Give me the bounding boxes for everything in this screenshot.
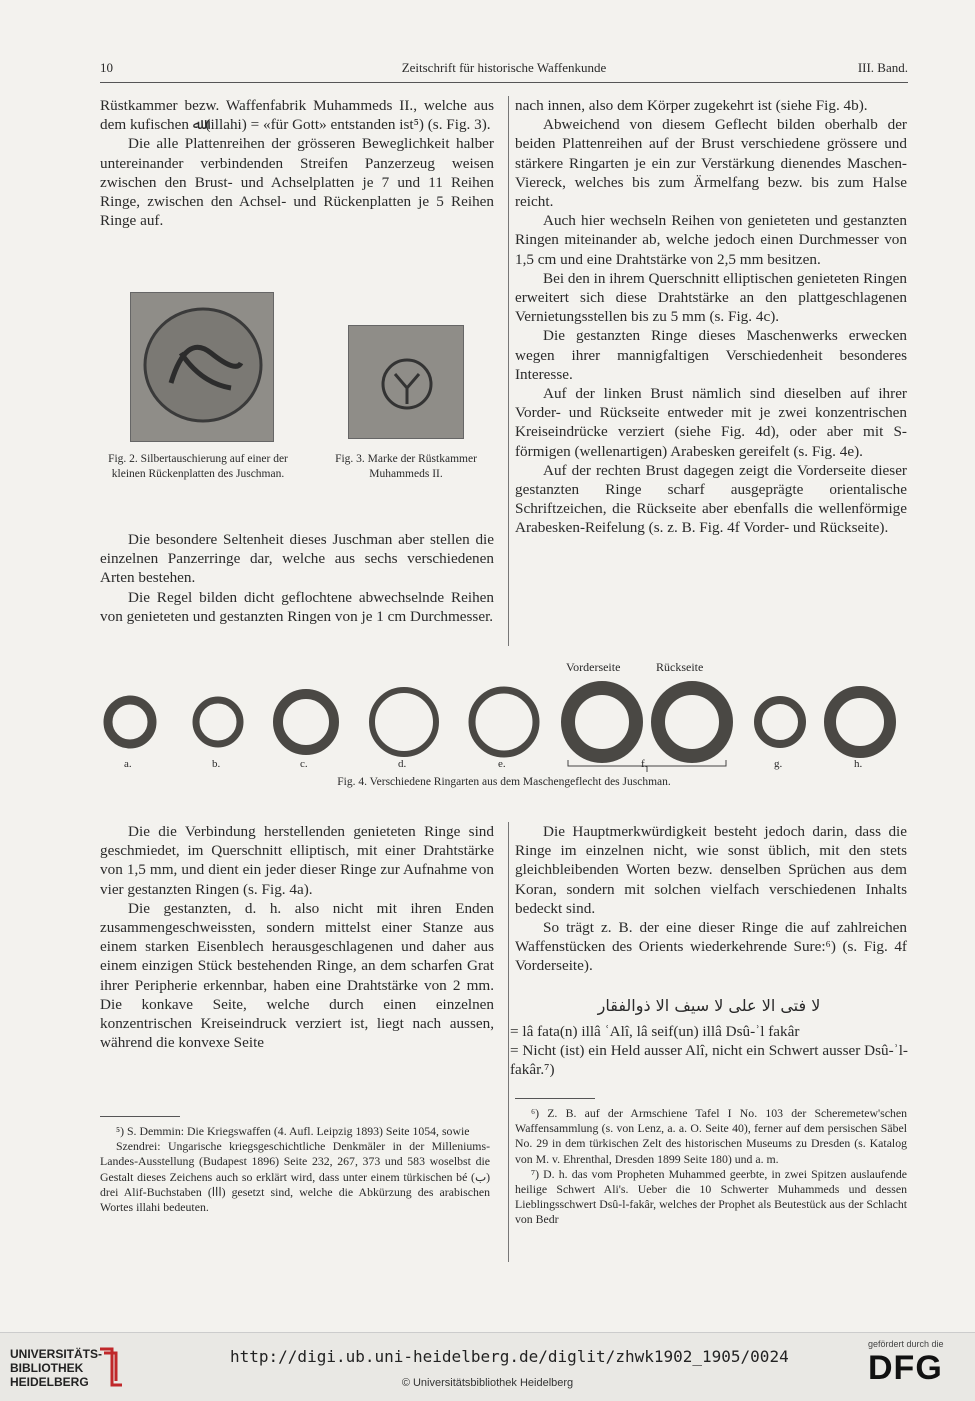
ring-letter: e.	[498, 758, 506, 770]
page-number: 10	[100, 60, 113, 75]
ring-mark	[568, 688, 636, 756]
silver-inlay-image	[131, 293, 273, 441]
figure-2-caption: Fig. 2. Silbertauschierung auf einer der kleinen Rückenplatten des Juschman.	[108, 453, 288, 480]
library-line: HEIDELBERG	[10, 1375, 89, 1389]
paragraph: Auch hier wechseln Reihen von genieteten und gestanzten Ringen miteinander ab, welche jedoch einen Durchmesser von 1,5 cm und eine Drahtstärke von 2,5 mm besitzen.	[515, 212, 907, 268]
figure-3-caption: Fig. 3. Marke der Rüstkammer Muhammeds II.	[335, 453, 477, 480]
column-divider	[508, 96, 509, 646]
paragraph: Auf der linken Brust nämlich sind dieselben auf ihrer Vorder- und Rückseite entweder mit je zwei konzentrischen Kreiseindrücke verziert (siehe Fig. 4d), oder aber mit S-förmigen (wellenartigen) Arabesken gereifelt (s. Fig. 4e).	[515, 385, 907, 460]
footnote: ⁶) Z. B. auf der Armschiene Tafel I No. 103 der Scheremetew'schen Waffensammlung (s. von Lenz, a. a. O. Seite 40), ferner auf dem persischen Säbel No. 29 in dem türkischen Zelt des historischen Museums zu Dresden (s. Katalog von M. v. Ehrenthal, Dresden 1899 Seite 180) und a. m.	[515, 1106, 907, 1166]
paragraph: So trägt z. B. der eine dieser Ringe die auf zahlreichen Waffenstücken des Orients wiederkehrende Sure:⁶) (s. Fig. 4f Vorderseite).	[515, 919, 907, 975]
paragraph: Bei den in ihrem Querschnitt elliptischen genieteten Ringen erweitert sich diese Drahtstärke an den plattgeschlagenen Vernietungsstellen bis zu 5 mm (s. Fig. 4c).	[515, 269, 907, 326]
ring-mark	[830, 692, 890, 752]
left-column-bottom	[100, 822, 494, 1052]
translation: = Nicht (ist) ein Held ausser Alî, nicht ein Schwert ausser Dsû-ʾl-fakâr.⁷)	[510, 1042, 908, 1079]
library-line: BIBLIOTHEK	[10, 1361, 84, 1375]
right-column-bottom	[515, 822, 907, 976]
figure-4	[100, 660, 908, 800]
paragraph: Abweichend von diesem Geflecht bilden oberhalb der beiden Plattenreihen auf der Brust verschiedene grössere und stärkere Ringarten je ein zur Verstärkung dienendes Maschen-Viereck, welches bis zum Ärmelfang bezw. bis zum Halse reicht.	[515, 116, 907, 211]
ring-mark	[372, 690, 436, 754]
figure-4-caption: Fig. 4. Verschiedene Ringarten aus dem Maschengeflecht des Juschman.	[337, 776, 671, 788]
column-divider	[508, 822, 509, 1262]
ring-mark	[758, 700, 802, 744]
ring-mark	[472, 690, 536, 754]
paragraph: Die gestanzten, d. h. also nicht mit ihren Enden zusammengeschweissten, sondern mittelst einer Stanze aus einem starken Eisenblech herausgeschlagenen und daher aus einem einzigen Stück bestehenden Ringe, an dem scharfen Grat ihrer Peripherie erkennbar, haben eine Drahtstärke von 2 mm. Die konkave Seite, welche durch einen einzelnen konzentrischen Kreiseindruck verziert ist, liegt nach aussen, während die konvexe Seite	[100, 899, 494, 1052]
ring-mark	[108, 700, 152, 744]
footnotes-right	[515, 1106, 907, 1228]
figure-3-image	[348, 325, 464, 439]
ring-mark	[196, 700, 240, 744]
ring-letter: c.	[300, 758, 308, 770]
ring-letter: g.	[774, 758, 783, 770]
footnote-rule	[515, 1098, 595, 1099]
footnote: ⁷) D. h. das vom Propheten Muhammed geerbte, in zwei Spitzen auslaufende heilige Schwert Ali's. Ueber die 10 Schwerter Muhammeds und dessen Lieblingsschwert Dsû-l-fakâr, welches der Prophet als Beutestück aus der Schlacht von Bedr	[515, 1166, 907, 1227]
dfg-logo	[868, 1339, 968, 1387]
paragraph: Auf der rechten Brust dagegen zeigt die Vorderseite dieser gestanzten Ringe scharf ausgeprägte orientalische Schriftzeichen, die Rückseite aber ebenfalls die wellenförmige Arabesken-Reifelung (s. z. B. Fig. 4f Vorder- und Rückseite).	[515, 461, 907, 537]
paragraph: Die besondere Seltenheit dieses Juschman aber stellen die einzelnen Panzerringe dar, welche aus sechs verschiedenen Arten bestehen.	[100, 531, 494, 587]
viewer-footer	[0, 1332, 975, 1401]
ring-letter: h.	[854, 758, 863, 770]
ring-letter: a.	[124, 758, 132, 770]
journal-title: Zeitschrift für historische Waffenkunde	[401, 60, 607, 75]
figure-2-image	[130, 292, 274, 442]
paragraph: Die Regel bilden dicht geflochtene abwechselnde Reihen von genieteten und gestanzten Ringen von je 1 cm Durchmesser.	[100, 588, 494, 625]
library-line: UNIVERSITÄTS-	[10, 1347, 103, 1361]
ring-letter: b.	[212, 758, 221, 770]
right-column-top	[515, 96, 907, 538]
paragraph: Die Hauptmerkwürdigkeit besteht jedoch darin, dass die Ringe im einzelnen nicht, wie sonst üblich, mit den stets gleichbleibenden Worten bezw. denselben Sprüchen aus dem Koran, sondern mit solchen vielfach verschiedenen Inhalts bedeckt sind.	[515, 823, 907, 917]
paragraph: Die alle Plattenreihen der grösseren Beweglichkeit halber untereinander verbindenden Streifen Panzerzeug weisen zwischen den Brust- und Achselplatten je 7 und 11 Reihen Ringe, zwischen den Achsel- und Rückenplatten je 5 Reihen Ringe auf.	[100, 135, 494, 230]
label-back: Rückseite	[656, 660, 704, 674]
footnote: ⁵) S. Demmin: Die Kriegswaffen (4. Aufl. Leipzig 1893) Seite 1054, sowie	[116, 1124, 470, 1138]
arabic-inscription: لا فتى الا على لا سيف الا ذوالفقار	[597, 996, 821, 1015]
ring-letter: f.	[641, 758, 648, 770]
copyright: © Universitätsbibliothek Heidelberg	[401, 1377, 574, 1389]
transliteration: = lâ fata(n) illâ ʿAlî, lâ seif(un) illâ Dsû-ʾl fakâr	[510, 1023, 800, 1040]
paragraph: nach innen, also dem Körper zugekehrt ist (siehe Fig. 4b).	[515, 97, 868, 114]
dfg-wordmark: DFG	[868, 1349, 943, 1387]
running-header	[100, 60, 908, 82]
ring-letter: d.	[398, 758, 407, 770]
funded-by: gefördert durch die	[868, 1339, 944, 1349]
left-column-mid	[100, 530, 494, 626]
armory-mark-image	[349, 326, 463, 438]
ring-mark	[278, 694, 334, 750]
ring-mark	[658, 688, 726, 756]
header-rule	[100, 82, 908, 83]
label-front: Vorderseite	[566, 660, 621, 674]
footnote-rule	[100, 1116, 180, 1117]
permalink[interactable]: http://digi.ub.uni-heidelberg.de/diglit/zhwk1902_1905/0024	[230, 1347, 789, 1366]
volume-label: III. Band.	[857, 60, 908, 75]
paragraph: Rüstkammer bezw. Waffenfabrik Muhammeds II., welche aus dem kufischen ﷲ (illahi) = «für Gott» entstanden ist⁵) (s. Fig. 3).	[100, 97, 494, 134]
left-column-top	[100, 96, 494, 230]
paragraph: Die gestanzten Ringe dieses Maschenwerks erwecken wegen ihrer mannigfaltigen Verschiedenheit besonderes Interesse.	[515, 327, 907, 383]
footnote: Szendrei: Ungarische kriegsgeschichtliche Denkmäler in der Milleniums-Landes-Ausstellung (Budapest 1896) Seite 232, 267, 373 und 583 woselbst die Gestalt dieses Zeichens auch so erklärt wird, dass unter einem türkischen bé (ب) drei Alif-Buchstaben (ااا) gesetzt sind, welche die Abkürzung des arabischen Wortes illahi bedeuten.	[100, 1139, 490, 1215]
ring-letters	[100, 758, 908, 774]
footnotes-left	[100, 1124, 490, 1215]
paragraph: Die die Verbindung herstellenden genieteten Ringe sind geschmiedet, im Querschnitt elliptisch, mit einer Drahtstärke von 1,5 mm, und dient ein jeder dieser Ringe zur Aufnahme von vier gestanzten Ringen (s. Fig. 4a).	[100, 823, 494, 898]
translation-block	[510, 1022, 908, 1080]
